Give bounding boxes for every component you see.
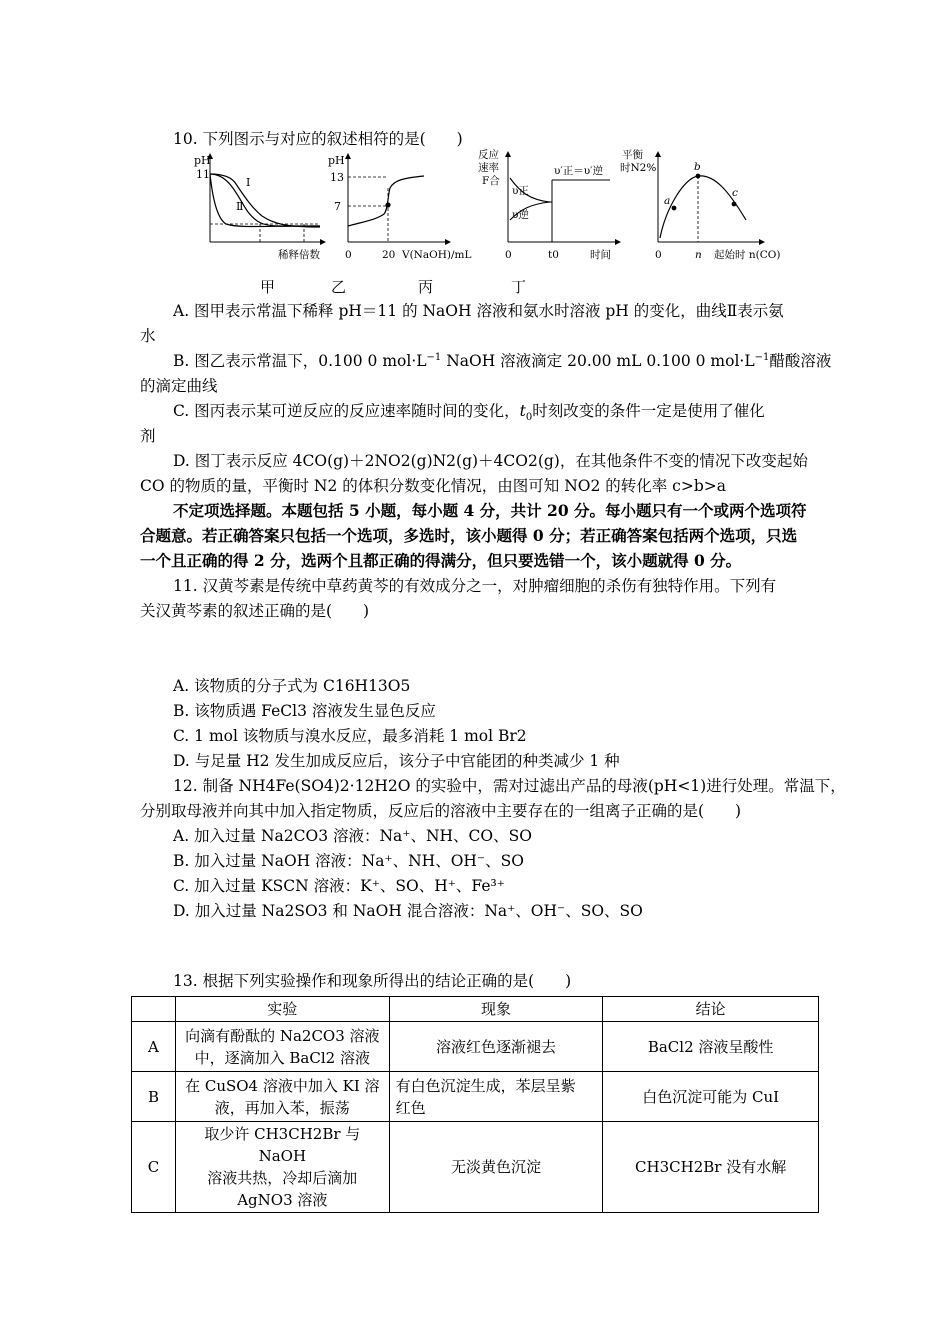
ding-label-b: b [694,161,701,173]
ding-x-origin: 0 [655,249,662,261]
section-instruction-1: 不定项选择题。本题包括 5 小题，每小题 4 分，共计 20 分。每小题只有一个或两个选项符 [173,501,807,520]
yi-x-origin: 0 [345,249,352,261]
graph-jia [194,154,325,261]
jia-curve-1b [210,174,320,227]
q13-stem: 13. 根据下列实验操作和现象所得出的结论正确的是( ) [173,972,572,990]
ding-y-label-1: 平衡 [622,149,643,161]
table-row [132,1022,819,1072]
yi-y-label: pH [328,154,345,167]
caption-jia: 甲 [260,278,276,296]
q12-option-a: A. 加入过量 Na2CO3 溶液：Na⁺、NH、CO、SO [173,827,532,845]
q12-stem-line1: 12. 制备 NH4Fe(SO4)2·12H2O 的实验中，需对过滤出产品的母液(pH<1)进行处理。常温下， [173,777,846,795]
q10-graphs [190,148,810,270]
ding-x-label: 起始时 n(CO) [714,249,781,261]
q10-option-d-line1: D. 图丁表示反应 4CO(g)＋2NO2(g)N2(g)＋4CO2(g)，在其他条件不变的情况下改变起始 [173,452,808,470]
bing-x-origin: 0 [505,249,512,261]
row-conclusion: 白色沉淀可能为 CuI [603,1072,819,1122]
yi-x-label: V(NaOH)/mL [402,249,472,261]
section-instruction-2: 合题意。若正确答案只包括一个选项，多选时，该小题得 0 分；若正确答案包括两个选项，只选 [140,526,798,545]
table-row [132,1072,819,1122]
jia-curve-1 [210,174,320,227]
q11-option-c: C. 1 mol 该物质与溴水反应，最多消耗 1 mol Br2 [173,727,527,745]
q10-option-a-line1: A. 图甲表示常温下稀释 pH＝11 的 NaOH 溶液和氨水时溶液 pH 的变化，曲线Ⅱ表示氨 [173,302,784,320]
row-experiment [175,1022,389,1072]
bing-y-label-1: 反应 [478,149,499,161]
ding-point-b [696,174,701,179]
q12-option-c: C. 加入过量 KSCN 溶液：K⁺、SO、H⁺、Fe³⁺ [173,877,505,895]
q10-c-t: t [519,402,526,420]
q10-option-a-line2: 水 [140,327,156,345]
row-label: B [132,1072,176,1122]
ding-y-label-2: 时N2% [620,162,657,174]
q10-option-b-line1 [173,350,831,372]
q10-c-part2: 时刻改变的条件一定是使用了催化 [532,402,765,420]
row-a-exp-1: 向滴有酚酞的 Na2CO3 溶液 [185,1026,380,1045]
bing-y-label-3: F合 [482,175,500,187]
graph-bing [478,148,620,261]
bing-eq-label: υ′正＝υ′逆 [554,165,604,177]
row-label: A [132,1022,176,1072]
graph-yi [328,154,471,261]
ding-label-a: a [664,195,671,207]
q10-b-part3: 醋酸溶液 [769,352,832,370]
row-c-exp-1: 取少许 CH3CH2Br 与 NaOH [204,1125,361,1165]
row-experiment [175,1072,389,1122]
q11-option-d: D. 与足量 H2 发生加成反应后，该分子中官能团的种类减少 1 种 [173,752,620,770]
yi-y-tick-7: 7 [334,200,341,213]
jia-curve-label-1: Ⅰ [246,176,251,189]
header-experiment: 实验 [175,997,389,1022]
ding-point-a [672,206,677,211]
header-blank [132,997,176,1022]
row-label: C [132,1122,176,1213]
header-phenomenon: 现象 [389,997,603,1022]
row-c-exp-3: AgNO3 溶液 [237,1191,328,1209]
jia-y-label: pH [194,154,211,167]
q10-c-part1: C. 图丙表示某可逆反应的反应速率随时间的变化， [173,402,520,420]
ding-point-c [732,202,737,207]
yi-point [385,202,390,207]
q10-option-d-line2: CO 的物质的量，平衡时 N2 的体积分数变化情况，由图可知 NO2 的转化率 c>b>a [140,477,727,495]
row-phenomenon: 无淡黄色沉淀 [389,1122,603,1213]
q10-figures [190,148,810,270]
row-phenomenon [389,1072,603,1122]
q10-b-sup2: −1 [754,351,770,363]
q10-option-b-line2: 的滴定曲线 [140,377,218,395]
row-b-obs-2: 红色 [395,1098,426,1117]
ding-label-c: c [732,187,738,199]
caption-bing: 丙 [418,278,434,296]
row-phenomenon: 溶液红色逐渐褪去 [389,1022,603,1072]
q10-b-part1: B. 图乙表示常温下，0.100 0 mol·L [173,352,427,370]
caption-yi: 乙 [331,278,347,296]
row-b-obs-1: 有白色沉淀生成，苯层呈紫 [395,1076,576,1095]
q10-b-sup1: −1 [426,351,442,363]
section-instruction-3: 一个且正确的得 2 分，选两个且都正确的得满分，但只要选错一个，该小题就得 0 分。 [140,551,742,570]
table-row [132,1122,819,1213]
bing-y-label-2: 速率 [478,162,499,174]
jia-x-label: 稀释倍数 [278,249,320,261]
yi-x-tick: 20 [382,249,396,261]
q10-option-c-line2: 剂 [140,427,156,445]
ding-x-tick: n [695,249,702,261]
header-conclusion: 结论 [603,997,819,1022]
row-conclusion: CH3CH2Br 没有水解 [603,1122,819,1213]
q11-stem-line2: 关汉黄芩素的叙述正确的是( ) [140,602,370,620]
row-b-exp-1: 在 CuSO4 溶液中加入 KI 溶 [185,1076,380,1095]
table-header-row [132,997,819,1022]
jia-curve-label-2: Ⅱ [236,200,244,213]
bing-v-forward: υ正 [512,185,529,197]
yi-y-tick-13: 13 [330,171,344,184]
q10-b-part2: NaOH 溶液滴定 20.00 mL 0.100 0 mol·L [441,352,755,370]
bing-v-reverse: υ逆 [512,209,529,221]
jia-y-tick: 11 [196,168,210,181]
q11-stem-line1: 11. 汉黄芩素是传统中草药黄芩的有效成分之一，对肿瘤细胞的杀伤有独特作用。下列有 [173,577,777,595]
q12-option-b: B. 加入过量 NaOH 溶液：Na⁺、NH、OH⁻、SO [173,852,524,870]
row-b-exp-2: 液，再加入苯，振荡 [214,1098,350,1117]
caption-ding: 丁 [511,278,527,296]
row-c-exp-2: 溶液共热，冷却后滴加 [207,1169,358,1187]
row-conclusion: BaCl2 溶液呈酸性 [603,1022,819,1072]
q12-stem-line2: 分别取母液并向其中加入指定物质，反应后的溶液中主要存在的一组离子正确的是( ) [140,802,742,820]
q13-table [131,996,819,1213]
graph-ding [620,148,780,261]
yi-curve [348,176,424,226]
row-a-exp-2: 中，逐滴加入 BaCl2 溶液 [194,1048,370,1067]
q10-option-c-line1 [173,400,765,422]
q12-option-d: D. 加入过量 Na2SO3 和 NaOH 混合溶液：Na⁺、OH⁻、SO、SO [173,902,643,920]
q11-option-a: A. 该物质的分子式为 C16H13O5 [173,677,411,695]
row-experiment [175,1122,389,1213]
q10-stem: 10. 下列图示与对应的叙述相符的是( ) [173,130,463,148]
q10-captions [0,276,950,296]
bing-x-tick: t0 [548,249,559,261]
bing-x-label: 时间 [590,249,611,261]
q10-c-t-sub: 0 [525,412,533,424]
q11-option-b: B. 该物质遇 FeCl3 溶液发生显色反应 [173,702,436,720]
